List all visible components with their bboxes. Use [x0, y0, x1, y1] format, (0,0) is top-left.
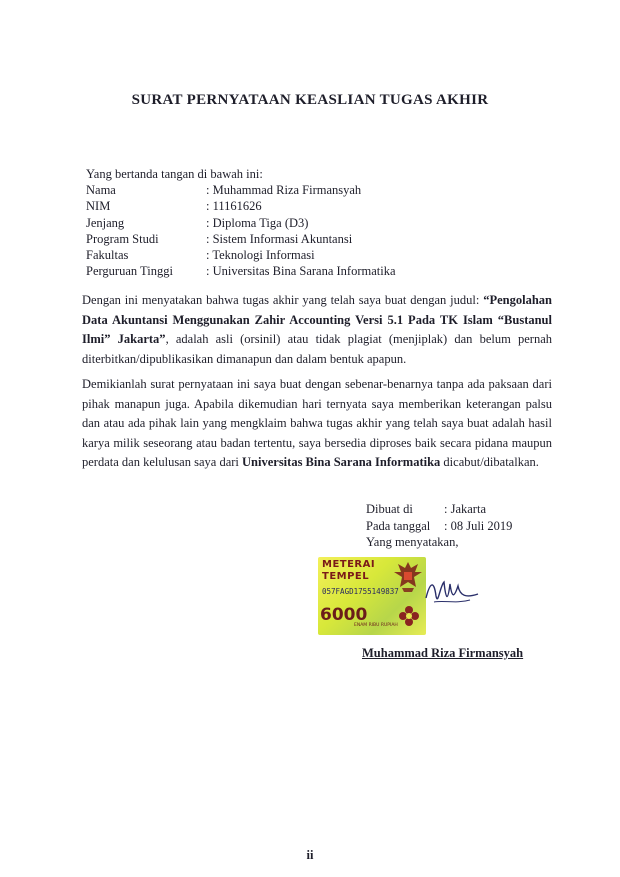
- identity-value: : Muhammad Riza Firmansyah: [206, 183, 362, 197]
- stamp-line1: METERAI: [322, 559, 376, 570]
- identity-row: [86, 263, 396, 279]
- identity-row: [86, 247, 396, 263]
- university-name: Universitas Bina Sarana Informatika: [242, 455, 441, 470]
- identity-row: [86, 182, 396, 198]
- stamp-line2: TEMPEL: [322, 571, 370, 582]
- garuda-emblem-icon: [392, 560, 424, 594]
- identity-label: Program Studi: [86, 231, 159, 246]
- date-row: [366, 518, 512, 535]
- identity-label: Perguruan Tinggi: [86, 264, 173, 279]
- declaration-lead: Demikianlah surat pernyataan ini saya buat dengan sebenar-benarnya tanpa ada paksaan dari pihak manapun juga. Apabila dikemudian hari ternyata saya memberikan keterangan palsu dan atau ada pihak lain yang mengklaim bahwa tugas akhir yang telah saya buat adalah hasil karya milik seseorang atau badan tertentu, saya bersedia diproses baik secara pidana maupun perdata dan kelulusan saya dari: [82, 377, 552, 470]
- stamp-subtext: ENAM RIBU RUPIAH: [354, 623, 398, 628]
- identity-value: : Diploma Tiga (D3): [206, 215, 309, 230]
- made-at-label: Dibuat di: [366, 502, 413, 516]
- identity-table: [86, 182, 396, 280]
- place-date-block: [366, 501, 512, 535]
- statement-lead: Dengan ini menyatakan bahwa tugas akhir yang telah saya buat dengan judul:: [82, 293, 484, 307]
- date-value: : 08 Juli 2019: [444, 519, 513, 533]
- thesis-title: “Pengolahan Data Akuntansi Menggunakan Zahir Accounting Versi 5.1 Pada TK Islam “Bustanul Ilmi” Jakarta”: [82, 293, 552, 347]
- stamp-code: 057FAGD1755149837: [322, 587, 399, 596]
- stated-by-text: Yang menyatakan,: [366, 535, 459, 549]
- declaration-paragraph: [82, 375, 552, 473]
- identity-label: Jenjang: [86, 215, 125, 230]
- page-number: ii: [306, 848, 314, 862]
- declaration-rest: dicabut/dibatalkan.: [440, 455, 539, 470]
- statement-rest: , adalah asli (orsinil) atau tidak plagiat (menjiplak) dan belum pernah diterbitkan/dipublikasikan dimanapun dan dalam bentuk apapun.: [82, 332, 552, 366]
- date-label: Pada tanggal: [366, 519, 431, 533]
- identity-label: Nama: [86, 183, 116, 197]
- identity-value: : Universitas Bina Sarana Informatika: [206, 264, 396, 279]
- signature-icon: [424, 572, 480, 612]
- identity-label: NIM: [86, 199, 111, 214]
- stamp-flower-icon: [398, 605, 420, 627]
- identity-value: : 11161626: [206, 199, 262, 214]
- intro-text: Yang bertanda tangan di bawah ini:: [86, 167, 263, 181]
- made-at-row: [366, 501, 512, 518]
- identity-label: Fakultas: [86, 248, 129, 263]
- stamp-value: 6000: [320, 605, 368, 625]
- identity-row: [86, 198, 396, 214]
- revenue-stamp: [318, 557, 426, 635]
- identity-value: : Sistem Informasi Akuntansi: [206, 231, 353, 246]
- identity-row: [86, 231, 396, 247]
- identity-value: : Teknologi Informasi: [206, 248, 315, 263]
- identity-row: [86, 215, 396, 231]
- made-at-value: : Jakarta: [444, 502, 486, 516]
- statement-paragraph: [82, 291, 552, 369]
- document-title: SURAT PERNYATAAN KEASLIAN TUGAS AKHIR: [131, 92, 489, 108]
- signer-name: Muhammad Riza Firmansyah: [362, 646, 524, 660]
